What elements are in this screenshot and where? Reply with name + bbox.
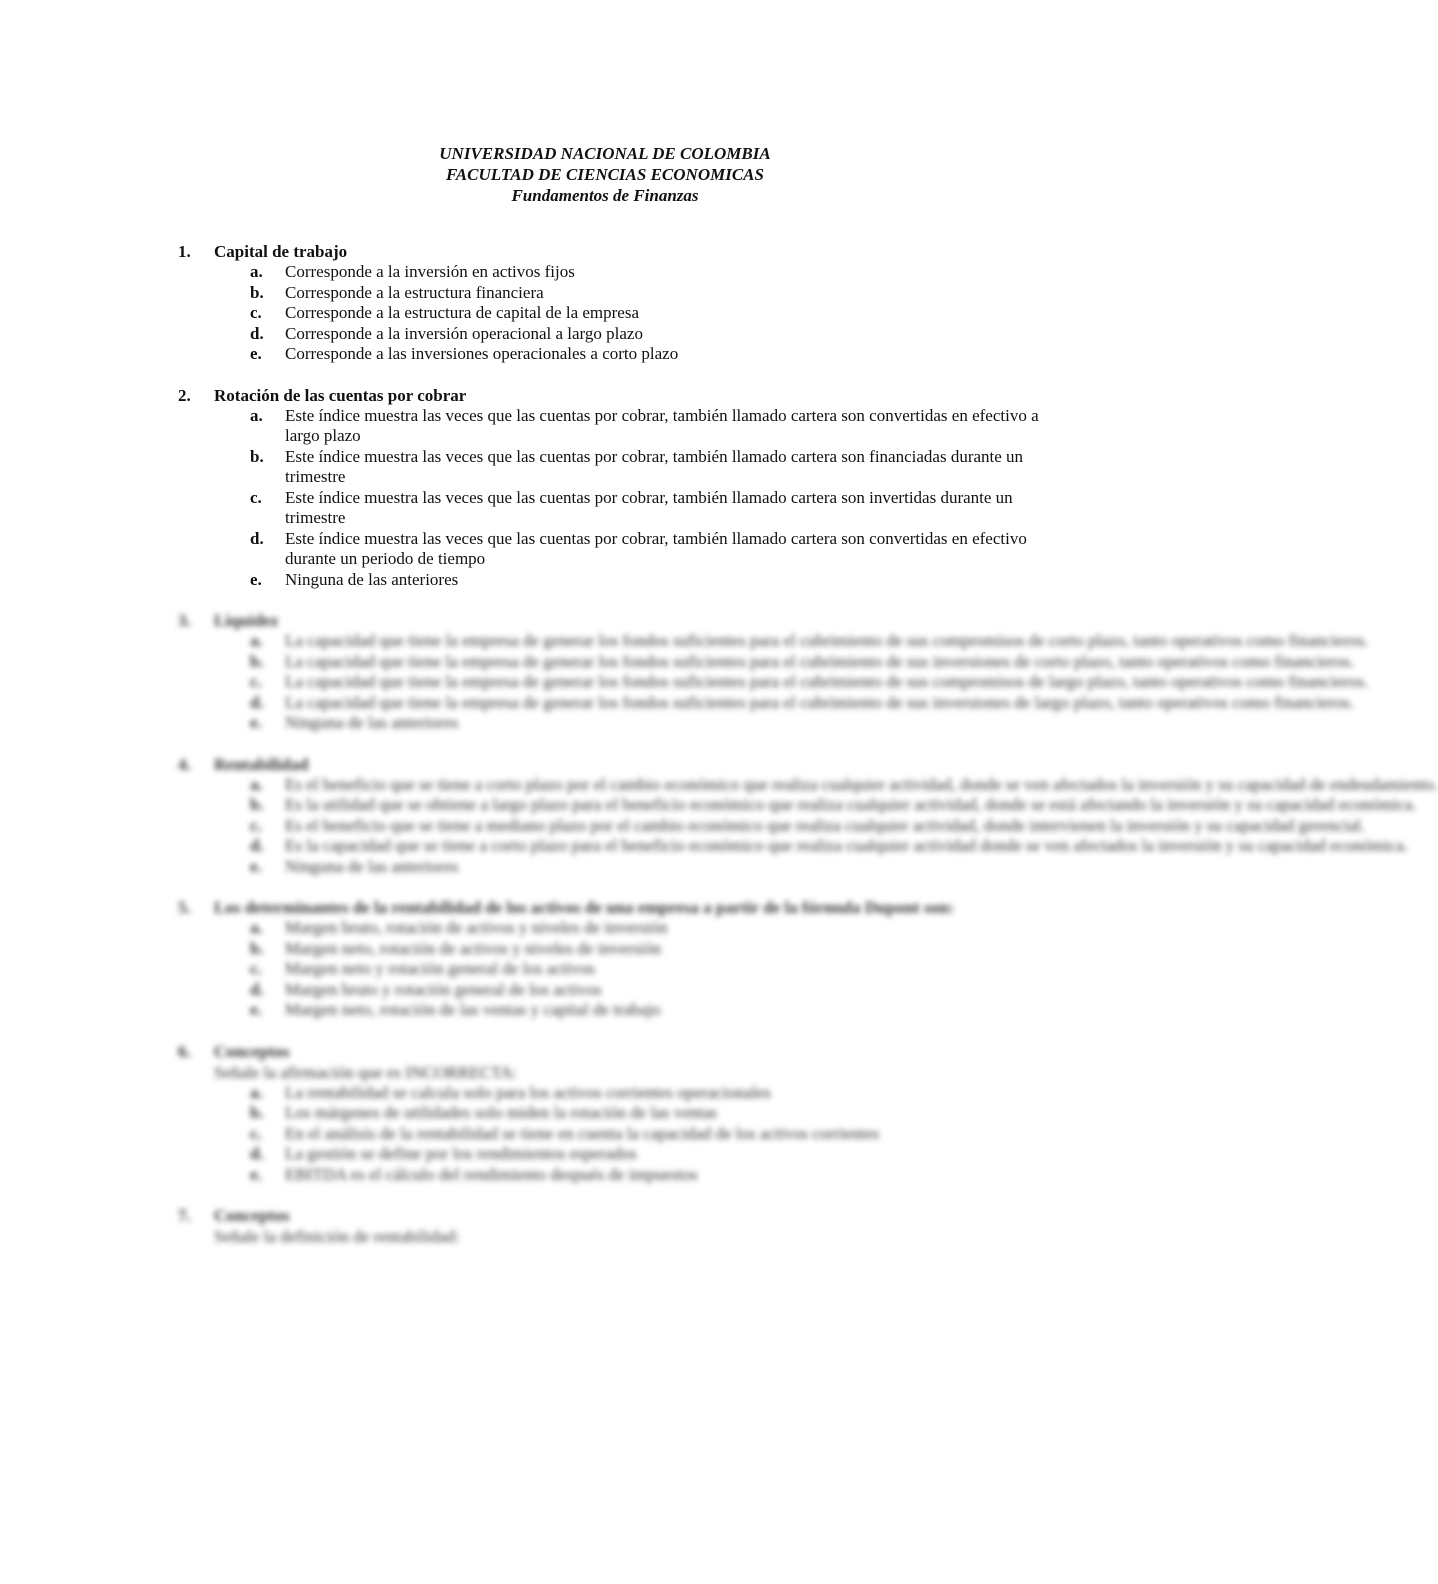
option-letter: a. xyxy=(250,405,263,425)
option-letter: a. xyxy=(250,1082,263,1102)
question-number: 1. xyxy=(178,242,191,261)
option-item xyxy=(0,406,1075,447)
document-header xyxy=(0,143,1210,206)
option-item xyxy=(0,713,1075,734)
option-text: Este índice muestra las veces que las cuentas por cobrar, también llamado cartera son invertidas durante un trimestre xyxy=(285,487,1013,527)
option-letter: e. xyxy=(250,569,262,589)
option-item xyxy=(0,795,1417,816)
option-item xyxy=(0,918,1075,939)
option-list xyxy=(0,631,1369,734)
question-number: 7. xyxy=(178,1206,191,1225)
option-list xyxy=(0,774,1438,878)
option-item xyxy=(0,815,1365,837)
option-text: EBITDA es el cálculo del rendimiento después de impuestos xyxy=(285,1164,698,1184)
option-text: Ninguna de las anteriores xyxy=(285,569,459,589)
option-letter: b. xyxy=(250,938,264,958)
option-text: La gestión se define por los rendimientos esperados xyxy=(285,1144,637,1163)
option-item xyxy=(0,651,1355,673)
option-item xyxy=(0,570,1075,591)
option-item xyxy=(0,774,1438,796)
question-number: 5. xyxy=(178,898,191,917)
university-name: UNIVERSIDAD NACIONAL DE COLOMBIA xyxy=(439,144,771,163)
option-item xyxy=(0,1124,1075,1145)
question-1 xyxy=(0,241,1224,365)
option-text: En el análisis de la rentabilidad se tiene en cuenta la capacidad de los activos corrientes xyxy=(285,1123,880,1143)
option-text: Este índice muestra las veces que las cuentas por cobrar, también llamado cartera son convertidas en efectivo a largo plazo xyxy=(285,405,1039,445)
option-item xyxy=(0,303,1075,324)
question-2 xyxy=(0,385,1224,591)
option-item xyxy=(0,529,1075,570)
question-number: 2. xyxy=(178,385,191,405)
option-letter: d. xyxy=(250,836,264,855)
option-letter: b. xyxy=(250,282,264,302)
option-letter: c. xyxy=(250,1123,262,1143)
option-item xyxy=(0,324,1075,345)
option-text: La capacidad que tiene la empresa de generar los fondos suficientes para el cubrimiento de sus inversiones de largo plazo, tanto operativos como financieros. xyxy=(285,692,1354,712)
option-text: Margen bruto, rotación de activos y niveles de inversión xyxy=(285,918,668,937)
option-list xyxy=(0,406,1224,591)
option-text: Ninguna de las anteriores xyxy=(285,856,459,876)
question-title: Conceptos xyxy=(214,1041,290,1061)
option-item xyxy=(0,857,1075,878)
question-4-blurred xyxy=(0,754,1438,878)
option-list xyxy=(0,918,1224,1021)
option-letter: c. xyxy=(250,959,262,978)
option-letter: b. xyxy=(250,651,264,671)
option-letter: c. xyxy=(250,303,262,322)
option-text: Es la capacidad que se tiene a corto plazo para el beneficio económico que realiza cualquier actividad donde se ven afectados la inversión y su capacidad económica. xyxy=(285,836,1408,855)
option-letter: d. xyxy=(250,323,264,343)
option-letter: a. xyxy=(250,918,263,937)
option-letter: d. xyxy=(250,979,264,999)
option-item xyxy=(0,1000,1075,1021)
question-3-blurred xyxy=(0,610,1369,734)
option-text: La capacidad que tiene la empresa de generar los fondos suficientes para el cubrimiento de sus compromisos de largo plazo, tanto operativos como financieros. xyxy=(285,672,1369,691)
option-text: Corresponde a la inversión operacional a largo plazo xyxy=(285,323,643,343)
question-5-blurred xyxy=(0,897,1224,1021)
option-item xyxy=(0,1165,1075,1186)
option-text: La rentabilidad se calcula solo para los activos corrientes operacionales xyxy=(285,1082,771,1102)
question-list xyxy=(0,241,1438,1267)
option-text: La capacidad que tiene la empresa de generar los fondos suficientes para el cubrimiento de sus compromisos de corto plazo, tanto operativos como financieros. xyxy=(285,631,1369,650)
option-letter: c. xyxy=(250,815,262,835)
option-item xyxy=(0,1144,1075,1165)
option-letter: d. xyxy=(250,692,264,712)
option-text: Este índice muestra las veces que las cuentas por cobrar, también llamado cartera son financiadas durante un trimestre xyxy=(285,446,1024,486)
option-item xyxy=(0,447,1075,488)
option-letter: c. xyxy=(250,672,262,691)
question-title: Capital de trabajo xyxy=(214,242,348,261)
option-text: Margen neto, rotación de las ventas y capital de trabajo xyxy=(285,1000,661,1019)
option-item xyxy=(0,488,1075,529)
option-text: Corresponde a la estructura de capital de la empresa xyxy=(285,303,640,322)
question-title: Conceptos xyxy=(214,1206,290,1225)
option-text: Corresponde a la estructura financiera xyxy=(285,282,544,302)
option-item xyxy=(0,959,1075,980)
option-item xyxy=(0,980,1075,1001)
option-item xyxy=(0,344,1075,365)
question-number: 4. xyxy=(178,754,191,774)
option-letter: c. xyxy=(250,487,262,507)
question-title: Rentabilidad xyxy=(214,754,309,774)
option-item xyxy=(0,672,1369,693)
option-text: Es la utilidad que se obtiene a largo plazo para el beneficio económico que realiza cualquier actividad, donde se está afectando la inversión y su capacidad económica. xyxy=(285,795,1417,814)
option-text: Este índice muestra las veces que las cuentas por cobrar, también llamado cartera son convertidas en efectivo durante un periodo de tiempo xyxy=(285,528,1027,568)
option-letter: e. xyxy=(250,1164,262,1184)
option-text: Corresponde a las inversiones operacionales a corto plazo xyxy=(285,344,679,363)
option-letter: d. xyxy=(250,528,264,548)
option-item xyxy=(0,631,1369,652)
option-letter: e. xyxy=(250,1000,262,1019)
option-letter: e. xyxy=(250,344,262,363)
option-item xyxy=(0,939,1075,960)
option-item xyxy=(0,1103,1075,1124)
question-title: Los determinantes de la rentabilidad de los activos de una empresa a partir de la fórmula Dupont son: xyxy=(214,898,955,917)
question-title: Liquidez xyxy=(214,611,279,630)
question-number: 6. xyxy=(178,1041,191,1061)
option-list xyxy=(0,1083,1224,1186)
option-text: Margen bruto y rotación general de los activos xyxy=(285,979,602,999)
option-letter: a. xyxy=(250,631,263,650)
question-6-blurred xyxy=(0,1041,1224,1186)
option-letter: b. xyxy=(250,446,264,466)
question-instruction: Señale la definición de rentabilidad: xyxy=(214,1227,460,1246)
option-text: Los márgenes de utilidades solo miden la rotación de las ventas xyxy=(285,1103,718,1122)
question-7-blurred xyxy=(0,1205,1224,1247)
faculty-name: FACULTAD DE CIENCIAS ECONOMICAS xyxy=(446,165,764,184)
option-text: Margen neto y rotación general de los activos xyxy=(285,959,595,978)
option-text: Es el beneficio que se tiene a mediano plazo por el cambio económico que realiza cualquier actividad, donde intervienen la inversión y su capacidad gerencial. xyxy=(285,815,1365,835)
option-text: Corresponde a la inversión en activos fijos xyxy=(285,262,575,281)
option-item xyxy=(0,1083,1075,1104)
option-letter: a. xyxy=(250,774,263,794)
option-letter: b. xyxy=(250,795,264,814)
option-letter: e. xyxy=(250,713,262,732)
question-number: 3. xyxy=(178,611,191,630)
option-list xyxy=(0,262,1224,365)
option-item xyxy=(0,836,1408,857)
option-text: La capacidad que tiene la empresa de generar los fondos suficientes para el cubrimiento de sus inversiones de corto plazo, tanto operativos como financieros. xyxy=(285,651,1355,671)
option-item xyxy=(0,283,1075,304)
question-instruction: Señale la afirmación que es INCORRECTA: xyxy=(214,1062,518,1082)
option-item xyxy=(0,262,1075,283)
question-title: Rotación de las cuentas por cobrar xyxy=(214,385,467,405)
option-letter: b. xyxy=(250,1103,264,1122)
option-letter: d. xyxy=(250,1144,264,1163)
option-text: Margen neto, rotación de activos y niveles de inversión xyxy=(285,938,661,958)
option-text: Ninguna de las anteriores xyxy=(285,713,459,732)
option-item xyxy=(0,692,1354,714)
option-letter: e. xyxy=(250,856,262,876)
option-text: Es el beneficio que se tiene a corto plazo por el cambio económico que realiza cualquier actividad, donde se ven afectados la inversión y su capacidad de endeudamiento. xyxy=(285,774,1438,794)
option-letter: a. xyxy=(250,262,263,281)
course-name: Fundamentos de Finanzas xyxy=(511,186,699,205)
